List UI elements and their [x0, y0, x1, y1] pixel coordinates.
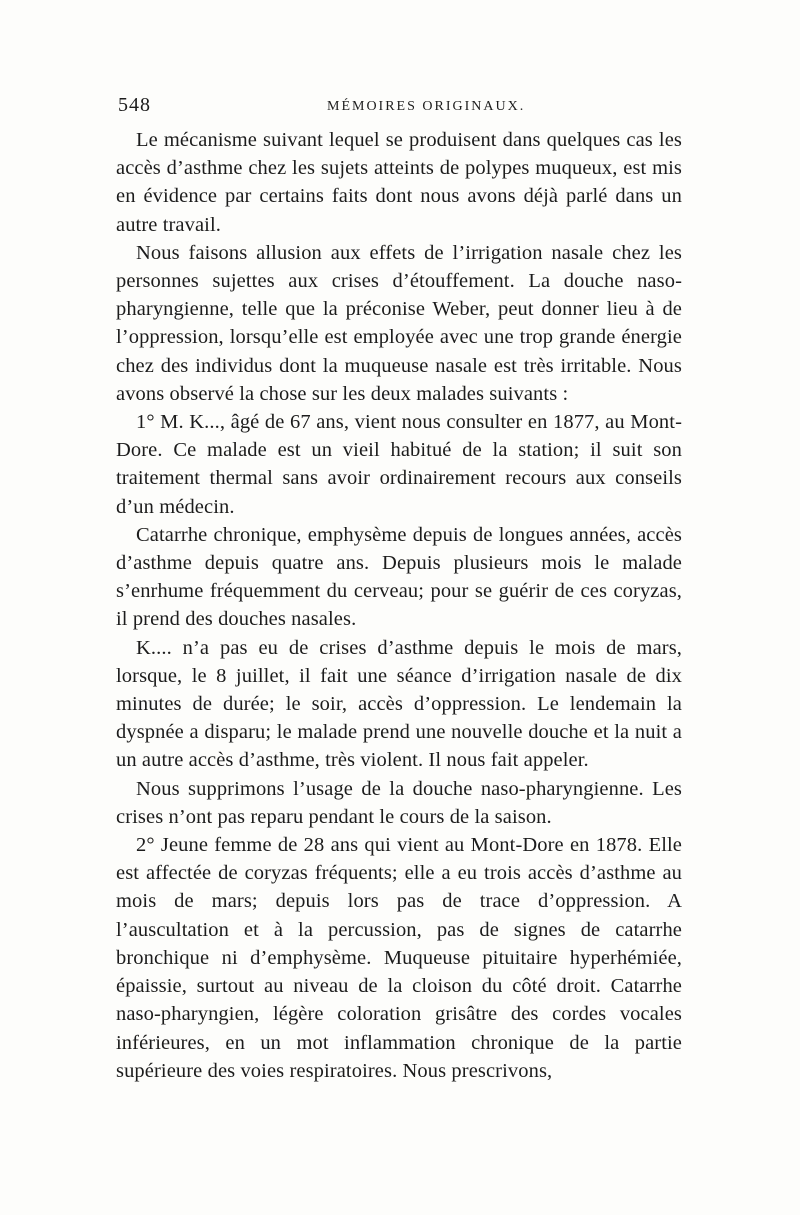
- paragraph-case-one: 1° M. K..., âgé de 67 ans, vient nous consulter en 1877, au Mont-Dore. Ce malade est un vieil habitué de la station; il suit son traitement thermal sans avoir ordinairement recours aux conseils d’un médecin.: [116, 411, 682, 518]
- paragraph-case-two: 2° Jeune femme de 28 ans qui vient au Mont-Dore en 1878. Elle est affectée de coryzas fréquents; elle a eu trois accès d’asthme au mois de mars; depuis lors pas de trace d’oppression. A l’auscultation et à la percussion, pas de signes de catarrhe bronchique ni d’emphysème. Muqueuse pituitaire hyperhémiée, épaissie, surtout au niveau de la cloison du côté droit. Catarrhe naso-pharyngien, légère coloration grisâtre des cordes vocales inférieures, en un mot inflammation chronique de la partie supérieure des voies respiratoires. Nous prescrivons,: [116, 834, 682, 1082]
- running-title: MÉMOIRES ORIGINAUX.: [327, 99, 526, 114]
- paragraph-case-one-history: Catarrhe chronique, emphysème depuis de longues années, accès d’asthme depuis quatre ans. Depuis plusieurs mois le malade s’enrhume fréquemment du cerveau; pour se guérir de ces coryzas, il prend des douches nasales.: [116, 523, 682, 631]
- body-text: [116, 126, 682, 1085]
- page-header: [112, 94, 687, 120]
- paragraph-nasal-irrigation: Nous faisons allusion aux effets de l’irrigation nasale chez les personnes sujettes aux crises d’étouffement. La douche naso-pharyngienne, telle que la préconise Weber, peut donner lieu à de l’oppression, lorsqu’elle est employée avec une trop grande énergie chez des individus dont la muqueuse nasale est très irritable. Nous avons observé la chose sur les deux malades suivants :: [116, 241, 682, 405]
- page-number: 548: [118, 94, 151, 116]
- paragraph-case-one-outcome: Nous supprimons l’usage de la douche naso-pharyngienne. Les crises n’ont pas reparu pendant le cours de la saison.: [116, 777, 682, 828]
- paragraph-mechanism: Le mécanisme suivant lequel se produisent dans quelques cas les accès d’asthme chez les sujets atteints de polypes muqueux, est mis en évidence par certains faits dont nous avons déjà parlé dans un autre travail.: [116, 129, 682, 236]
- paragraph-case-one-attacks: K.... n’a pas eu de crises d’asthme depuis le mois de mars, lorsque, le 8 juillet, il fait une séance d’irrigation nasale de dix minutes de durée; le soir, accès d’oppression. Le lendemain la dyspnée a disparu; le malade prend une nouvelle douche et la nuit a un autre accès d’asthme, très violent. Il nous fait appeler.: [116, 636, 682, 772]
